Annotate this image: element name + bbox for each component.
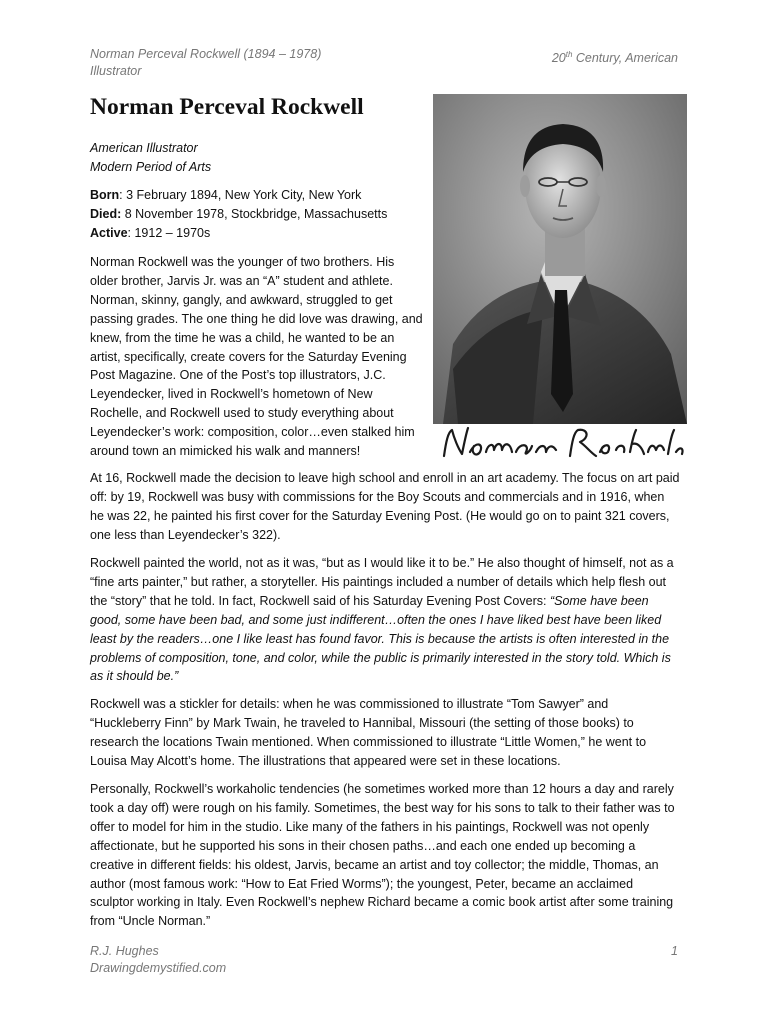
born-fact bbox=[90, 186, 387, 205]
subtitle-role: American Illustrator bbox=[90, 141, 198, 155]
header-century-ordinal: th bbox=[565, 50, 573, 59]
paragraph-details: Rockwell was a stickler for details: when he was commissioned to illustrate “Tom Sawyer” and “Huckleberry Finn” by Mark Twain, he traveled to Hannibal, Missouri (the setting of those books) to research the locations Twain mentioned. When commissioned to illustrate “Little Women,” he went to Louisa May Alcott’s home. The illustrations that appeared were set in these locations. bbox=[90, 697, 647, 768]
storyteller-text: Rockwell painted the world, not as it was, “but as I would like it to be.” He also thought of himself, not as a “fine arts painter,” but rather, a storyteller. His paintings included a number of details which help flesh out the “story” that he told. In fact, Rockwell said of his Saturday Evening Post Covers: bbox=[90, 556, 674, 608]
died-fact bbox=[90, 205, 387, 224]
paragraph-family: Personally, Rockwell’s workaholic tendencies (he sometimes worked more than 12 hours a day and rarely took a day off) were rough on his family. Sometimes, the best way for his sons to talk to their father was to offer to model for him in the studio. Like many of the fathers in his paintings, Rockwell was not openly affectionate, but he supported his sons in their chosen paths…and each one ended up becoming a creative in different fields: his oldest, Jarvis, became an artist and toy collector; the middle, Thomas, an author (most famous work: “How to Eat Fried Worms”); the youngest, Peter, became an acclaimed sculptor working in Italy. Even Rockwell’s nephew Richard became a comic book artist after some training from “Uncle Norman.” bbox=[90, 782, 675, 929]
footer-site: Drawingdemystified.com bbox=[90, 961, 227, 975]
portrait-photo bbox=[433, 94, 687, 424]
header-century-label: Century, American bbox=[572, 51, 678, 66]
paragraph-art-academy: At 16, Rockwell made the decision to leave high school and enroll in an art academy. The focus on art paid off: by 19, Rockwell was busy with commissions for the Boy Scouts and commercials and in 1916, when he was 22, he painted his first cover for the Saturday Evening Post. (He would go on to paint 321 covers, one less than Leyendecker’s 322). bbox=[90, 471, 680, 542]
paragraph-childhood: Norman Rockwell was the younger of two brothers. His older brother, Jarvis Jr. was an “A” student and athlete. Norman, skinny, gangly, and awkward, struggled to get passing grades. The one thing he did love was drawing, and knew, from the time he was a child, he wanted to be an artist, specifically, create covers for the Saturday Evening Post Magazine. One of the Post’s top illustrators, J.C. Leyendecker, lived in Rockwell’s hometown of New Rochelle, and Rockwell used to study everything about Leyendecker’s work: composition, color…even stalked him around town an mimicked his walk and manners! bbox=[90, 255, 423, 459]
subtitle bbox=[90, 139, 211, 177]
header-century-number: 20 bbox=[551, 51, 566, 66]
active-fact bbox=[90, 224, 387, 243]
running-header-right bbox=[552, 46, 678, 67]
born-label: Born bbox=[90, 188, 120, 202]
paragraph-storyteller bbox=[90, 554, 680, 686]
biography-facts bbox=[90, 186, 387, 243]
footer-author: R.J. Hughes bbox=[90, 944, 159, 958]
page-number: 1 bbox=[671, 944, 678, 958]
active-label: Active bbox=[90, 226, 128, 240]
footer-left bbox=[90, 943, 226, 977]
running-header-left bbox=[90, 46, 321, 80]
died-label: Died: bbox=[90, 207, 122, 221]
subtitle-period: Modern Period of Arts bbox=[90, 160, 212, 174]
born-value: : 3 February 1894, New York City, New York bbox=[119, 188, 362, 202]
header-role: Illustrator bbox=[90, 64, 142, 78]
rockwell-quote: “Some have been good, some have been bad, and some just indifferent…often the ones I have liked best have been liked least by the readers…one I like least has found favor. This is because the artists is often interested in the problems of composition, tone, and color, while the public is primarily interested in the story told. Which is as it should be.” bbox=[90, 593, 671, 684]
died-value: 8 November 1978, Stockbridge, Massachusetts bbox=[121, 207, 388, 221]
page-title: Norman Perceval Rockwell bbox=[90, 94, 364, 120]
active-value: : 1912 – 1970s bbox=[127, 226, 211, 240]
header-name-dates: Norman Perceval Rockwell (1894 – 1978) bbox=[90, 47, 322, 61]
signature bbox=[432, 422, 688, 466]
